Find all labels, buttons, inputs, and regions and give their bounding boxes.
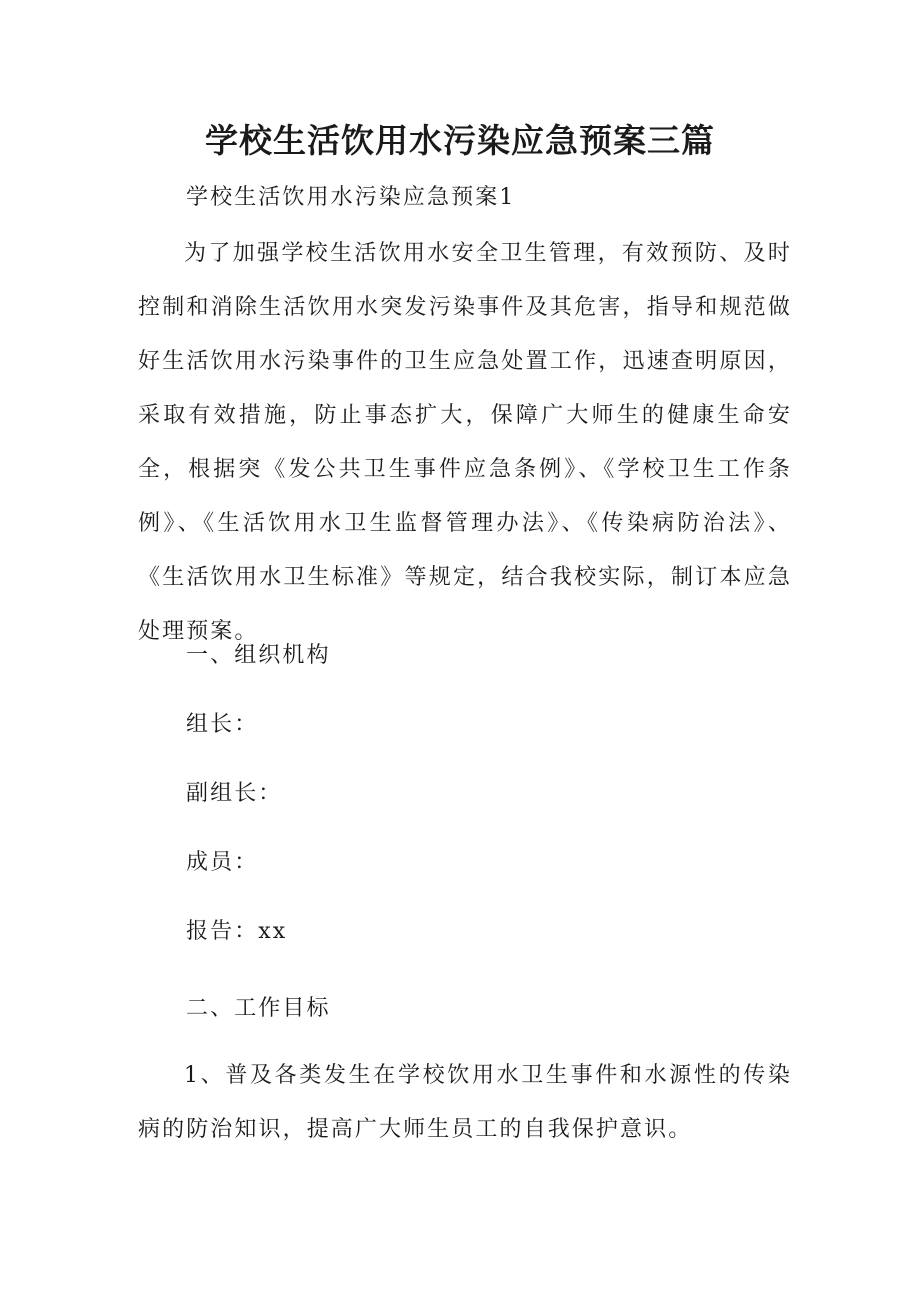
- section-heading-organization: 一、组织机构: [186, 643, 331, 668]
- intro-paragraph: 为了加强学校生活饮用水安全卫生管理，有效预防、及时控制和消除生活饮用水突发污染事件及其危害，指导和规范做好生活饮用水污染事件的卫生应急处置工作，迅速查明原因，采取有效措施，防止事态扩大，保障广大师生的健康生命安全，根据突《发公共卫生事件应急条例》、《学校卫生工作条例》、《生活饮用水卫生监督管理办法》、《传染病防治法》、《生活饮用水卫生标准》等规定，结合我校实际，制订本应急处理预案。: [138, 241, 792, 644]
- deputy-leader-label: 副组长：: [186, 781, 283, 806]
- goal-paragraph-1: 1、普及各类发生在学校饮用水卫生事件和水源性的传染病的防治知识，提高广大师生员工的自我保护意识。: [138, 1063, 792, 1142]
- leader-label: 组长：: [186, 712, 259, 737]
- members-label: 成员：: [186, 850, 259, 875]
- report-label: 报告：xx: [186, 919, 288, 944]
- section-heading-goals: 二、工作目标: [186, 996, 331, 1021]
- subtitle: 学校生活饮用水污染应急预案1: [186, 185, 516, 210]
- document-title: 学校生活饮用水污染应急预案三篇: [205, 121, 715, 160]
